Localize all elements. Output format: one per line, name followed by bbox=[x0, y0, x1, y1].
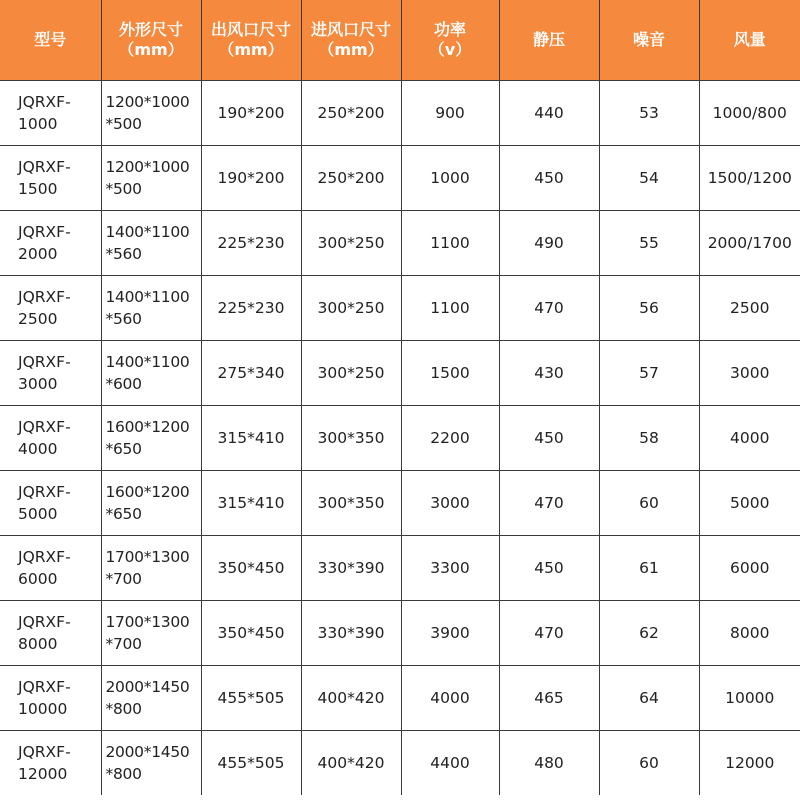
table-row bbox=[0, 470, 800, 535]
power-cell: 1100 bbox=[401, 275, 499, 340]
static-pressure-cell: 490 bbox=[499, 210, 599, 275]
outer-dimensions-cell: 1600*1200 *650 bbox=[101, 470, 201, 535]
outer-dimensions-cell: 1200*1000 *500 bbox=[101, 145, 201, 210]
outlet-size-cell: 190*200 bbox=[201, 80, 301, 145]
table-row bbox=[0, 340, 800, 405]
static-pressure-cell: 430 bbox=[499, 340, 599, 405]
static-pressure-cell: 480 bbox=[499, 730, 599, 795]
airflow-cell: 1500/1200 bbox=[699, 145, 800, 210]
model-cell: JQRXF- 12000 bbox=[0, 730, 101, 795]
outlet-size-cell: 315*410 bbox=[201, 405, 301, 470]
power-cell: 3300 bbox=[401, 535, 499, 600]
noise-cell: 60 bbox=[599, 730, 699, 795]
airflow-cell: 4000 bbox=[699, 405, 800, 470]
outer-dimensions-cell: 1200*1000 *500 bbox=[101, 80, 201, 145]
outlet-size-cell: 350*450 bbox=[201, 535, 301, 600]
static-pressure-cell: 450 bbox=[499, 145, 599, 210]
noise-cell: 53 bbox=[599, 80, 699, 145]
static-pressure-cell: 470 bbox=[499, 600, 599, 665]
power-cell: 2200 bbox=[401, 405, 499, 470]
model-cell: JQRXF- 1000 bbox=[0, 80, 101, 145]
outlet-size-cell: 455*505 bbox=[201, 730, 301, 795]
outer-dimensions-cell: 1700*1300 *700 bbox=[101, 535, 201, 600]
table-header bbox=[0, 0, 800, 80]
airflow-cell: 2500 bbox=[699, 275, 800, 340]
model-cell: JQRXF- 2000 bbox=[0, 210, 101, 275]
outlet-size-cell: 275*340 bbox=[201, 340, 301, 405]
model-cell: JQRXF- 3000 bbox=[0, 340, 101, 405]
airflow-cell: 8000 bbox=[699, 600, 800, 665]
inlet-size-cell: 300*350 bbox=[301, 405, 401, 470]
table-row bbox=[0, 665, 800, 730]
inlet-size-cell: 250*200 bbox=[301, 145, 401, 210]
noise-cell: 55 bbox=[599, 210, 699, 275]
inlet-size-cell: 400*420 bbox=[301, 730, 401, 795]
power-cell: 900 bbox=[401, 80, 499, 145]
power-cell: 4400 bbox=[401, 730, 499, 795]
static-pressure-cell: 450 bbox=[499, 405, 599, 470]
header-model: 型号 bbox=[0, 0, 101, 80]
outer-dimensions-cell: 2000*1450 *800 bbox=[101, 730, 201, 795]
model-cell: JQRXF- 5000 bbox=[0, 470, 101, 535]
model-cell: JQRXF- 6000 bbox=[0, 535, 101, 600]
noise-cell: 62 bbox=[599, 600, 699, 665]
table-row bbox=[0, 405, 800, 470]
noise-cell: 61 bbox=[599, 535, 699, 600]
outer-dimensions-cell: 2000*1450 *800 bbox=[101, 665, 201, 730]
noise-cell: 64 bbox=[599, 665, 699, 730]
airflow-cell: 3000 bbox=[699, 340, 800, 405]
outer-dimensions-cell: 1700*1300 *700 bbox=[101, 600, 201, 665]
static-pressure-cell: 470 bbox=[499, 275, 599, 340]
noise-cell: 58 bbox=[599, 405, 699, 470]
noise-cell: 56 bbox=[599, 275, 699, 340]
model-cell: JQRXF- 10000 bbox=[0, 665, 101, 730]
inlet-size-cell: 400*420 bbox=[301, 665, 401, 730]
airflow-cell: 5000 bbox=[699, 470, 800, 535]
outer-dimensions-cell: 1400*1100 *560 bbox=[101, 210, 201, 275]
outlet-size-cell: 190*200 bbox=[201, 145, 301, 210]
table-row bbox=[0, 730, 800, 795]
airflow-cell: 6000 bbox=[699, 535, 800, 600]
header-outer-dimensions: 外形尺寸 （mm） bbox=[101, 0, 201, 80]
power-cell: 1000 bbox=[401, 145, 499, 210]
table-body bbox=[0, 80, 800, 795]
table-row bbox=[0, 275, 800, 340]
outer-dimensions-cell: 1400*1100 *600 bbox=[101, 340, 201, 405]
header-inlet-size: 进风口尺寸 （mm） bbox=[301, 0, 401, 80]
noise-cell: 54 bbox=[599, 145, 699, 210]
outlet-size-cell: 455*505 bbox=[201, 665, 301, 730]
model-cell: JQRXF- 1500 bbox=[0, 145, 101, 210]
airflow-cell: 1000/800 bbox=[699, 80, 800, 145]
inlet-size-cell: 330*390 bbox=[301, 600, 401, 665]
header-row bbox=[0, 0, 800, 80]
outlet-size-cell: 225*230 bbox=[201, 210, 301, 275]
outlet-size-cell: 225*230 bbox=[201, 275, 301, 340]
table-row bbox=[0, 145, 800, 210]
model-cell: JQRXF- 4000 bbox=[0, 405, 101, 470]
outlet-size-cell: 315*410 bbox=[201, 470, 301, 535]
inlet-size-cell: 300*350 bbox=[301, 470, 401, 535]
noise-cell: 57 bbox=[599, 340, 699, 405]
static-pressure-cell: 450 bbox=[499, 535, 599, 600]
noise-cell: 60 bbox=[599, 470, 699, 535]
header-noise: 噪音 bbox=[599, 0, 699, 80]
airflow-cell: 12000 bbox=[725, 753, 775, 772]
inlet-size-cell: 300*250 bbox=[301, 210, 401, 275]
static-pressure-cell: 470 bbox=[499, 470, 599, 535]
outer-dimensions-cell: 1600*1200 *650 bbox=[101, 405, 201, 470]
power-cell: 1100 bbox=[401, 210, 499, 275]
power-cell: 4000 bbox=[401, 665, 499, 730]
airflow-cell: 2000/1700 bbox=[699, 210, 800, 275]
outer-dimensions-cell: 1400*1100 *560 bbox=[101, 275, 201, 340]
inlet-size-cell: 330*390 bbox=[301, 535, 401, 600]
airflow-cell: 10000 bbox=[699, 665, 800, 730]
outlet-size-cell: 350*450 bbox=[201, 600, 301, 665]
power-cell: 3900 bbox=[401, 600, 499, 665]
model-cell: JQRXF- 2500 bbox=[0, 275, 101, 340]
header-airflow: 风量 bbox=[699, 0, 800, 80]
inlet-size-cell: 300*250 bbox=[301, 275, 401, 340]
table-row bbox=[0, 210, 800, 275]
inlet-size-cell: 300*250 bbox=[301, 340, 401, 405]
header-outlet-size: 出风口尺寸 （mm） bbox=[201, 0, 301, 80]
static-pressure-cell: 440 bbox=[499, 80, 599, 145]
header-power: 功率 （v） bbox=[401, 0, 499, 80]
table-row bbox=[0, 535, 800, 600]
static-pressure-cell: 465 bbox=[499, 665, 599, 730]
inlet-size-cell: 250*200 bbox=[301, 80, 401, 145]
power-cell: 3000 bbox=[401, 470, 499, 535]
table-row bbox=[0, 600, 800, 665]
power-cell: 1500 bbox=[401, 340, 499, 405]
header-static-pressure: 静压 bbox=[499, 0, 599, 80]
table-row bbox=[0, 80, 800, 145]
model-cell: JQRXF- 8000 bbox=[0, 600, 101, 665]
